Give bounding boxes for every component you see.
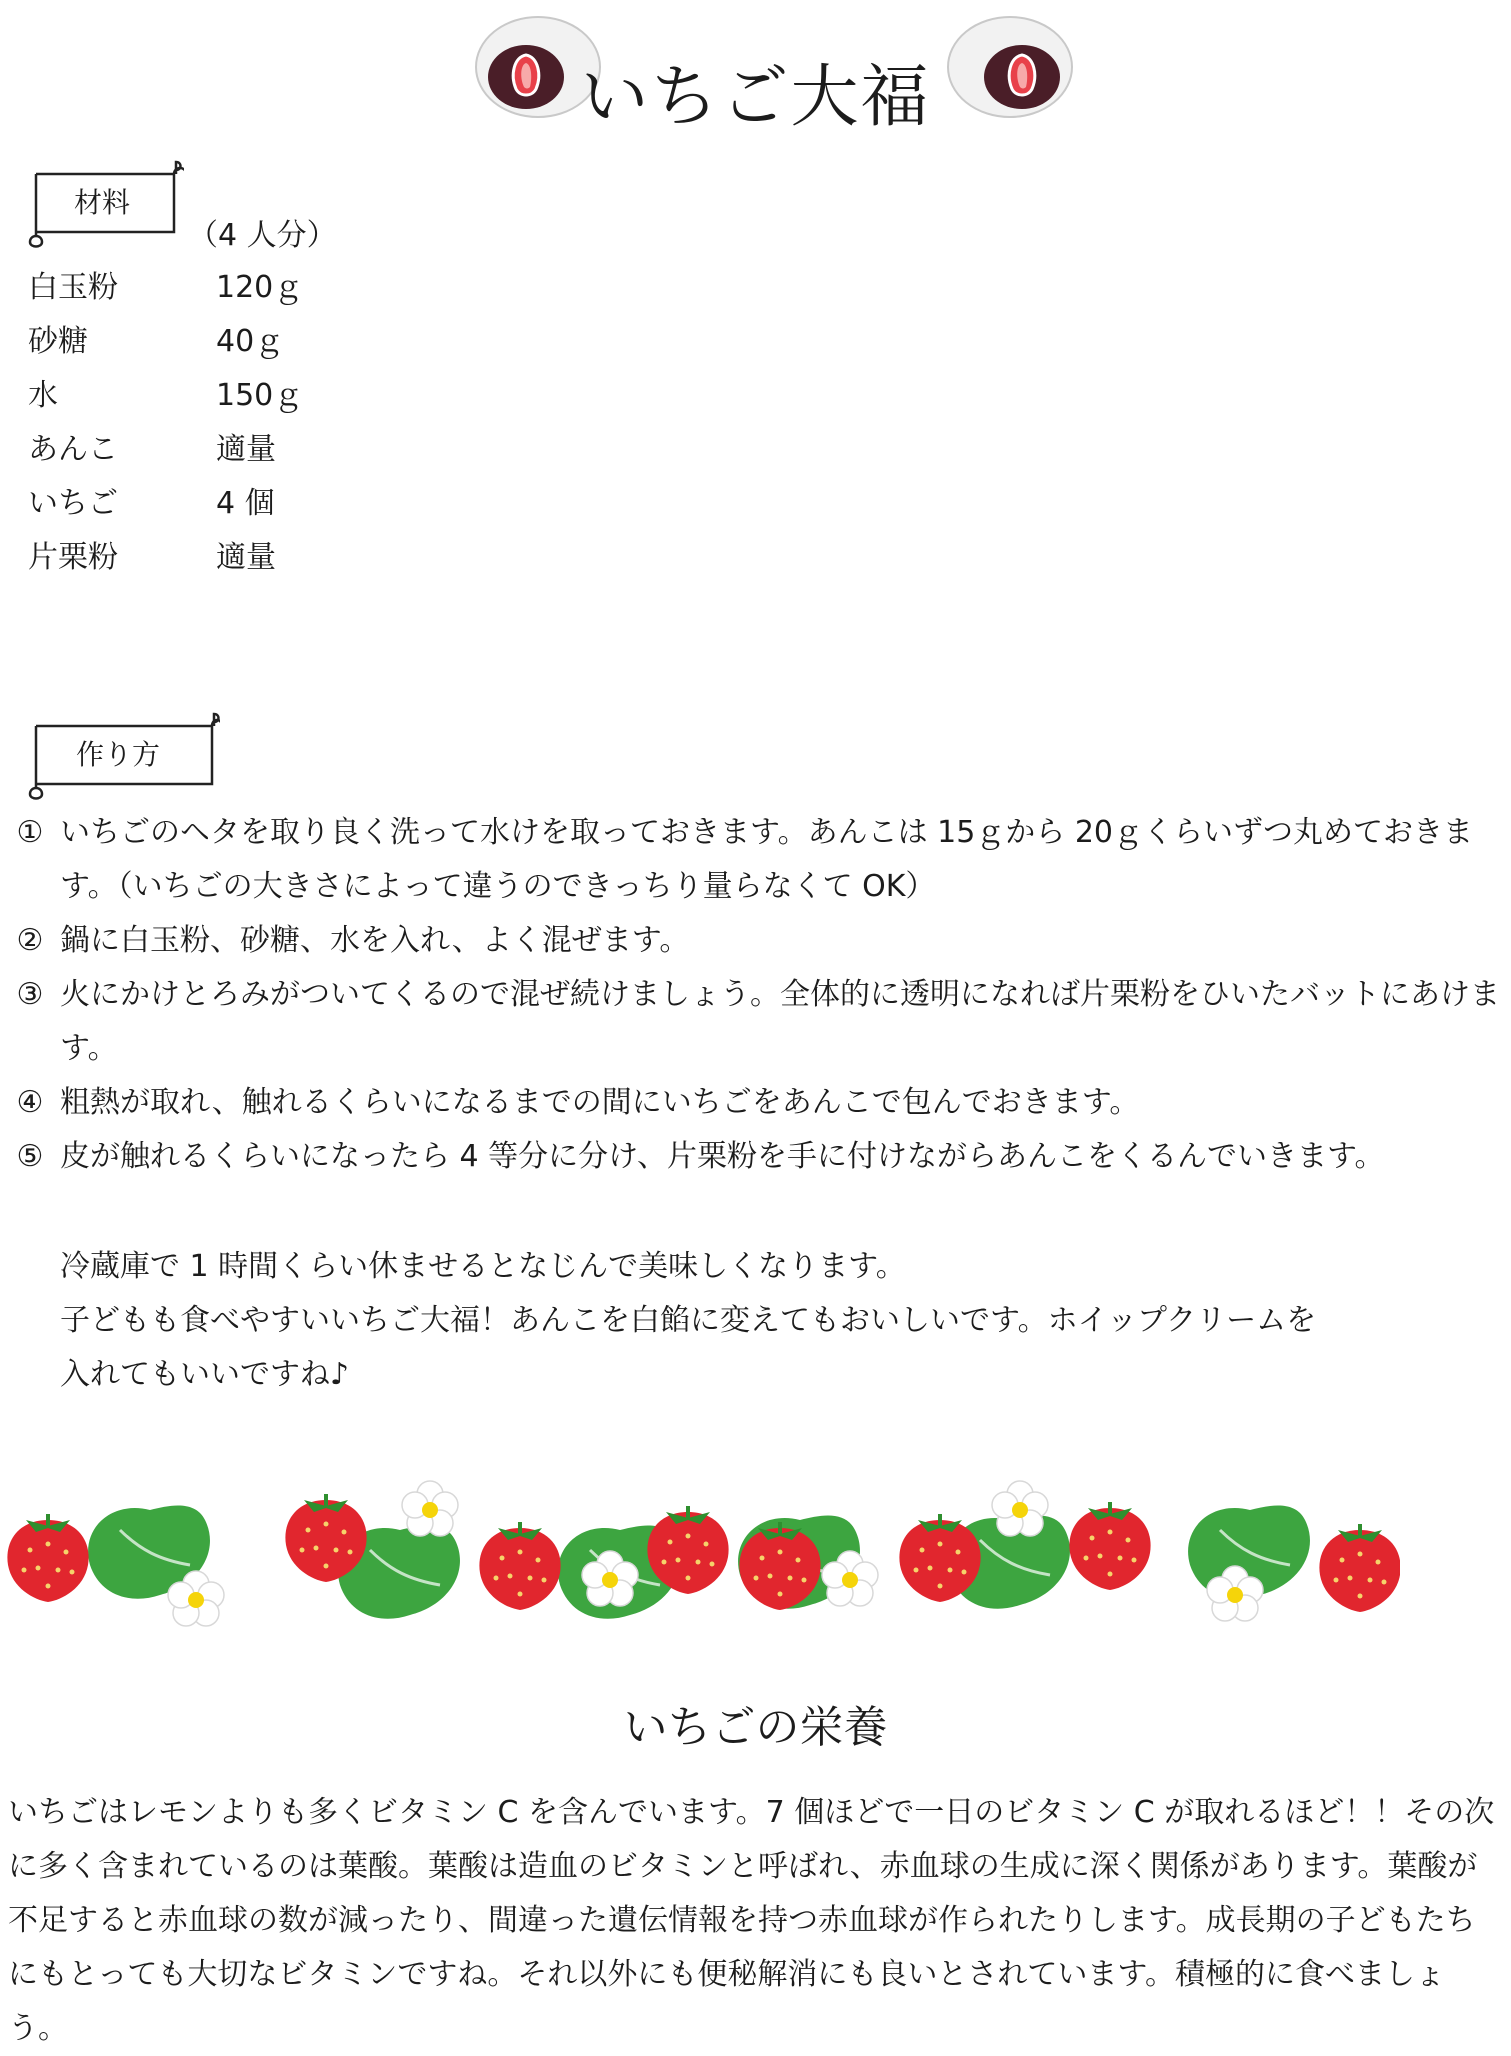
page-title: いちご大福: [580, 58, 931, 137]
step-5: [10, 1130, 1500, 1184]
step-text: いちごのヘタを取り良く洗って水けを取っておきます。あんこは 15ｇから 20ｇくらいずつ丸めておきます。（いちごの大きさによって違うのできっちり量らなくて OK）: [60, 815, 1474, 904]
ingredient-amount: 4 個: [216, 486, 275, 521]
step-number: ④: [16, 1085, 44, 1120]
note-line: 子どもも食べやすいいちご大福！あんこを白餡に変えてもおいしいです。ホイップクリームを: [60, 1303, 1317, 1338]
ingredient-name: 水: [28, 378, 58, 413]
step-3: [10, 968, 1500, 1076]
step-text: 鍋に白玉粉、砂糖、水を入れ、よく混ぜます。: [60, 923, 690, 958]
step-number: ①: [16, 815, 44, 850]
ingredient-name: 砂糖: [28, 324, 88, 359]
ingredient-amount: 150ｇ: [216, 378, 304, 413]
servings: （4 人分）: [188, 218, 337, 253]
step-text: 火にかけとろみがついてくるので混ぜ続けましょう。全体的に透明になれば片栗粉をひいたバットにあけます。: [60, 977, 1500, 1066]
step-number: ②: [16, 923, 44, 958]
ingredients-heading: 材料: [74, 186, 131, 219]
strawberry-border-illustration: [0, 1470, 1400, 1650]
ingredient-amount: 40ｇ: [216, 324, 285, 359]
nutrition-text: いちごはレモンよりも多くビタミン C を含んでいます。7 個ほどで一日のビタミン C が取れるほど！！その次に多く含まれているのは葉酸。葉酸は造血のビタミンと呼ばれ、赤血球の生成に深く関係があります。葉酸が不足すると赤血球の数が減ったり、間違った遺伝情報を持つ赤血球が作られたりします。成長期の子どもたちにもとっても大切なビタミンですね。それ以外にも便秘解消にも良いとされています。積極的に食べましょう。: [8, 1795, 1495, 2046]
ingredient-amount: 適量: [216, 432, 276, 467]
ingredients-scroll-label: [24, 160, 184, 240]
step-text: 皮が触れるくらいになったら 4 等分に分け、片栗粉を手に付けながらあんこをくるんでいきます。: [60, 1139, 1385, 1174]
ingredient-name: あんこ: [28, 432, 118, 467]
ingredient-amount: 120ｇ: [216, 270, 304, 305]
step-1: [10, 806, 1500, 914]
step-text: 粗熱が取れ、触れるくらいになるまでの間にいちごをあんこで包んでおきます。: [60, 1085, 1140, 1120]
nutrition-title: いちごの栄養: [623, 1702, 888, 1753]
method-scroll-label: [24, 712, 220, 792]
step-4: [10, 1076, 1500, 1130]
ingredient-name: いちご: [28, 486, 118, 521]
ingredient-name: 白玉粉: [28, 270, 118, 305]
step-number: ⑤: [16, 1139, 44, 1174]
step-number: ③: [16, 977, 44, 1012]
ingredient-amount: 適量: [216, 540, 276, 575]
note-line: 入れてもいいですね♪: [60, 1357, 350, 1392]
step-2: [10, 914, 1500, 968]
method-heading: 作り方: [76, 738, 161, 771]
note-line: 冷蔵庫で 1 時間くらい休ませるとなじんで美味しくなります。: [60, 1249, 906, 1284]
ingredient-name: 片栗粉: [28, 540, 118, 575]
